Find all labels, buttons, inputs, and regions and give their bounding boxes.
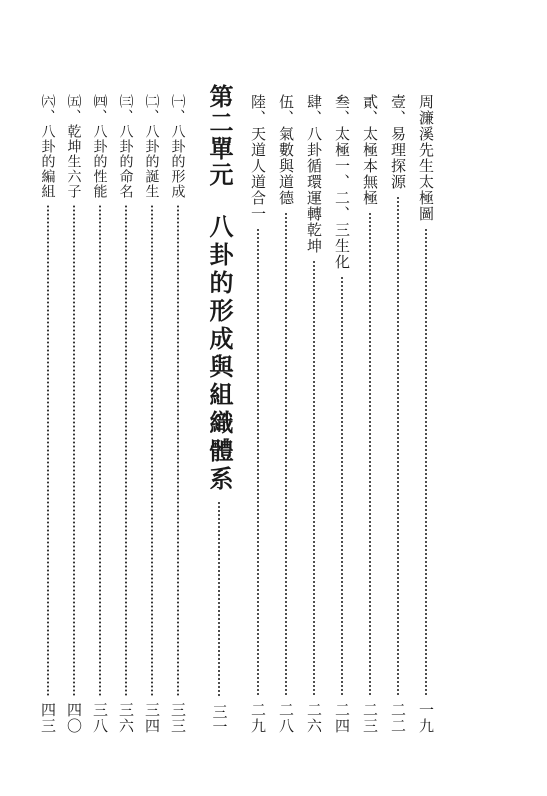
toc-entry-title: ㈥、八卦的編組 <box>39 94 56 199</box>
toc-entry-title: 叁、太極一、二、三生化 <box>333 94 351 270</box>
toc-page-number: 四〇 <box>65 702 83 734</box>
dot-leader <box>341 276 343 696</box>
dot-leader <box>73 205 75 696</box>
toc-page-number: 二八 <box>277 702 295 734</box>
toc-page-number: 三三 <box>169 702 187 734</box>
toc-page-number: 三八 <box>91 702 109 734</box>
toc-entry-title: ㈤、乾坤生六子 <box>65 94 82 199</box>
toc-entry-title: ㈡、八卦的誕生 <box>143 94 160 199</box>
dot-leader <box>285 212 287 696</box>
dot-leader <box>313 260 315 696</box>
toc-sub-entry[interactable] <box>40 94 55 734</box>
toc-page-number: 三一 <box>210 704 229 734</box>
dot-leader <box>369 212 371 696</box>
dot-leader <box>397 196 399 696</box>
toc-sub-entry[interactable] <box>144 94 159 734</box>
toc-sub-entry[interactable] <box>92 94 107 734</box>
toc-entry-title: ㈠、八卦的形成 <box>169 94 186 199</box>
dot-leader <box>425 228 427 696</box>
toc-page-number: 二九 <box>249 702 267 734</box>
dot-leader <box>47 205 49 696</box>
toc-entry[interactable] <box>334 94 349 734</box>
toc-entry-title: 陸、天道人道合一 <box>249 94 267 222</box>
chapter-title: 八卦的形成與組織體系 <box>205 214 234 494</box>
toc-entry-title: 伍、氣數與道德 <box>277 94 295 206</box>
toc-page-number: 二三 <box>361 702 379 734</box>
dot-leader <box>151 205 153 696</box>
toc-entry-title: 周濂溪先生太極圖 <box>417 94 435 222</box>
toc-entry-title: ㈣、八卦的性能 <box>91 94 108 199</box>
toc-entry[interactable] <box>306 94 321 734</box>
dot-leader <box>218 500 220 698</box>
toc-page-number: 一九 <box>417 702 435 734</box>
toc-entry-title: 壹、易理探源 <box>389 94 407 190</box>
dot-leader <box>177 205 179 696</box>
toc-entry[interactable] <box>362 94 377 734</box>
toc-sub-entry[interactable] <box>170 94 185 734</box>
toc-entry[interactable] <box>418 94 433 734</box>
chapter-heading[interactable] <box>205 84 234 734</box>
dot-leader <box>257 228 259 696</box>
dot-leader <box>125 205 127 696</box>
toc-sub-entry[interactable] <box>118 94 133 734</box>
toc-entry-title: 貳、太極本無極 <box>361 94 379 206</box>
toc-page-number: 三四 <box>143 702 161 734</box>
toc-page-number: 二二 <box>389 702 407 734</box>
toc-entry-title: ㈢、八卦的命名 <box>117 94 134 199</box>
toc-entry[interactable] <box>390 94 405 734</box>
toc-page-number: 二六 <box>305 702 323 734</box>
toc-entry-title: 肆、八卦循環運轉乾坤 <box>305 94 323 254</box>
toc-page-number: 二四 <box>333 702 351 734</box>
toc-entry[interactable] <box>278 94 293 734</box>
toc-sub-entry[interactable] <box>66 94 81 734</box>
toc-page-number: 四三 <box>39 702 57 734</box>
chapter-label: 第二單元 <box>205 84 234 188</box>
toc-page-number: 三六 <box>117 702 135 734</box>
toc-entry[interactable] <box>250 94 265 734</box>
dot-leader <box>99 205 101 696</box>
